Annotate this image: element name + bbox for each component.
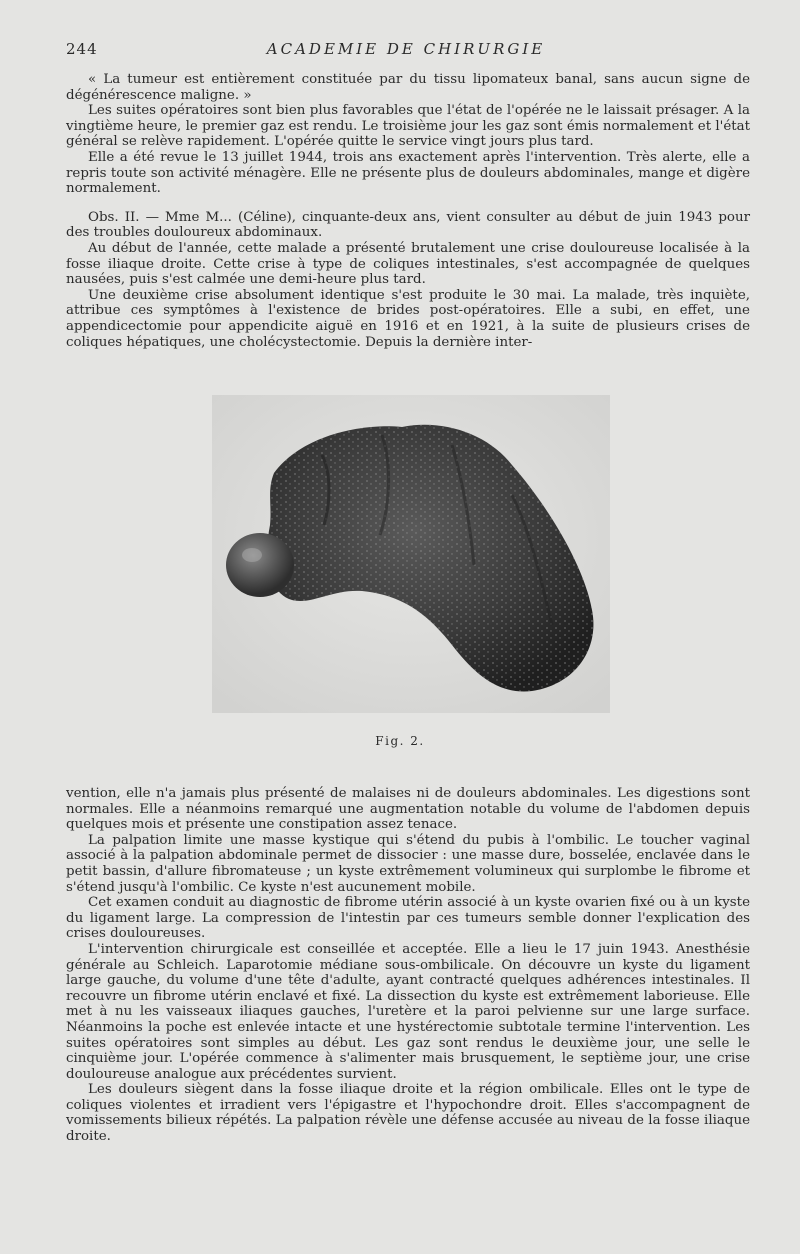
specimen-photo — [212, 395, 610, 713]
figure-caption: Fig. 2. — [375, 734, 425, 748]
paragraph-revue: Elle a été revue le 13 juillet 1944, trois ans exactement après l'intervention. Très alerte, elle a repris toute son activité ménagère. Elle ne présente plus de douleurs abdominales, mange et digère normalement. — [66, 149, 750, 197]
paragraph-debut-annee: Au début de l'année, cette malade a présenté brutalement une crise douloureuse localisée à la fosse iliaque droite. Cette crise à type de coliques intestinales, s'est accompagnée de quelques nausées, puis s'est calmée une demi-heure plus tard. — [66, 240, 750, 288]
paragraph-deuxieme-crise: Une deuxième crise absolument identique s'est produite le 30 mai. La malade, très inquiète, attribue ces symptômes à l'existence de brides post-opératoires. Elle a subi, en effet, une appendicectomie pour appendicite aiguë en 1916 et en 1921, à la suite de plusieurs crises de coliques hépatiques, une cholécystectomie. Depuis la dernière inter- — [66, 287, 750, 350]
page-number: 244 — [66, 40, 98, 58]
paragraph-intervention: L'intervention chirurgicale est conseillée et acceptée. Elle a lieu le 17 juin 1943. Anesthésie générale au Schleich. Laparotomie médiane sous-ombilicale. On découvre un kyste du ligament large gauche, du volume d'une tête d'adulte, ayant contracté quelques adhérences intestinales. Il recouvre un fibrome utérin enclavé et fixé. La dissection du kyste est extrêmement laborieuse. Elle met à nu les vaisseaux iliaques gauches, l'uretère et la paroi pelvienne sur une large surface. Néanmoins la poche est enlevée intacte et une hystérectomie subtotale termine l'intervention. Les suites opératoires sont simples au début. Les gaz sont rendus le deuxième jour, une selle le cinquième jour. L'opérée commence à s'alimenter mais brusquement, le septième jour, une crise douloureuse analogue aux précédentes survient. — [66, 941, 750, 1082]
figure-photograph — [212, 395, 610, 713]
paragraph-diagnostic: Cet examen conduit au diagnostic de fibrome utérin associé à un kyste ovarien fixé ou à un kyste du ligament large. La compression de l'intestin par ces tumeurs semble donner l'explication des crises douloureuses. — [66, 895, 750, 942]
paragraph-palpation: La palpation limite une masse kystique qui s'étend du pubis à l'ombilic. Le toucher vaginal associé à la palpation abdominale permet de dissocier : une masse dure, bosselée, enclavée dans le petit bassin, d'allure fibromateuse ; un kyste extrêmement volumineux qui surplombe le fibrome et s'étend jusqu'à l'ombilic. Ce kyste n'est aucunement mobile. — [66, 832, 750, 895]
paragraph-vention: vention, elle n'a jamais plus présenté de malaises ni de douleurs abdominales. Les digestions sont normales. Elle a néanmoins remarqué une augmentation notable du volume de l'abdomen depuis quelques mois et présente une constipation assez tenace. — [66, 786, 750, 833]
paragraph-douleurs: Les douleurs siègent dans la fosse iliaque droite et la région ombilicale. Elles ont le type de coliques violentes et irradient vers l'épigastre et l'hypochondre droit. Elles s'accompagnent de vomissements bilieux répétés. La palpation révèle une défense accusée au niveau de la fosse iliaque droite. — [66, 1082, 750, 1145]
running-title: ACADEMIE DE CHIRURGIE — [266, 40, 546, 58]
page-header — [66, 40, 746, 62]
text-block-top — [66, 72, 750, 350]
paragraph-quote: « La tumeur est entièrement constituée par du tissu lipomateux banal, sans aucun signe de dégénérescence maligne. » — [66, 72, 750, 103]
paragraph-suites: Les suites opératoires sont bien plus favorables que l'état de l'opérée ne le laissait présager. A la vingtième heure, le premier gaz est rendu. Le troisième jour les gaz sont émis normalement et l'état général se relève rapidement. L'opérée quitte le service vingt jours plus tard. — [66, 103, 750, 150]
paragraph-observation-heading: Obs. II. — Mme M... (Céline), cinquante-deux ans, vient consulter au début de juin 1943 pour des troubles douloureux abdominaux. — [66, 209, 750, 241]
text-block-bottom — [66, 786, 750, 1145]
